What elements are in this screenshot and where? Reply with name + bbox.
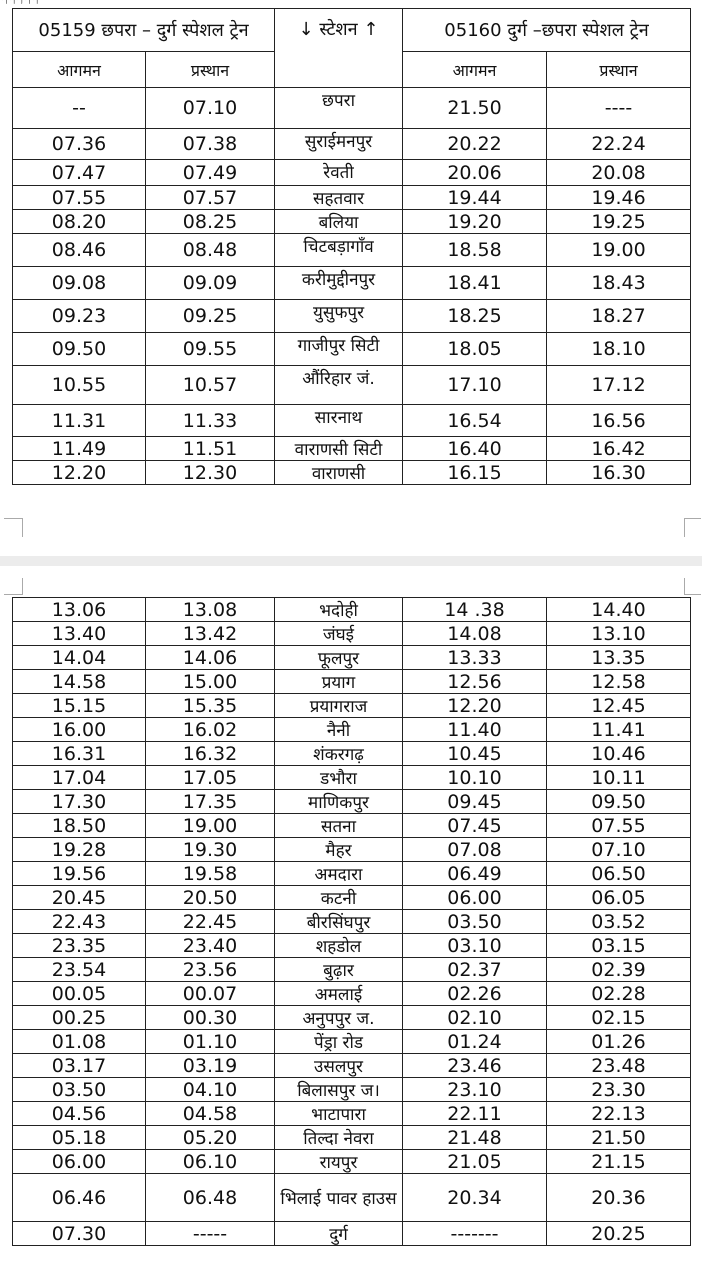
station-cell: दुर्ग (275, 1222, 403, 1246)
down-departure-cell: 04.58 (146, 1102, 275, 1126)
table-row (13, 1078, 691, 1102)
down-departure-cell: 05.20 (146, 1126, 275, 1150)
page-break (0, 556, 702, 566)
down-departure-cell: 04.10 (146, 1078, 275, 1102)
station-cell: वाराणसी सिटी (275, 437, 403, 461)
station-cell: औंरिहार जं. (275, 366, 403, 405)
down-departure-cell: 11.51 (146, 437, 275, 461)
up-departure-cell: 18.27 (547, 300, 691, 333)
up-arrival-cell: 19.44 (403, 186, 547, 210)
up-departure-cell: 22.13 (547, 1102, 691, 1126)
up-departure-cell: 23.48 (547, 1054, 691, 1078)
up-departure-cell: 20.25 (547, 1222, 691, 1246)
down-arrival-cell: 17.04 (13, 766, 146, 790)
up-arrival-cell: 19.20 (403, 210, 547, 234)
down-departure-cell: 13.42 (146, 622, 275, 646)
up-departure-cell: 19.46 (547, 186, 691, 210)
down-departure-cell: 07.49 (146, 160, 275, 186)
up-departure-cell: 10.46 (547, 742, 691, 766)
up-departure-cell: 20.08 (547, 160, 691, 186)
down-departure-cell: 08.48 (146, 234, 275, 267)
page-corner-mark (684, 578, 701, 595)
down-departure-cell: 22.45 (146, 910, 275, 934)
down-arrival-cell: 07.47 (13, 160, 146, 186)
table-row (13, 790, 691, 814)
down-departure-cell: 08.25 (146, 210, 275, 234)
station-cell: रायपुर (275, 1150, 403, 1174)
down-departure-cell: 16.02 (146, 718, 275, 742)
up-arrival-cell: 13.33 (403, 646, 547, 670)
down-departure-cell: 07.57 (146, 186, 275, 210)
station-cell: छपरा (275, 88, 403, 129)
up-arrival-cell: 21.48 (403, 1126, 547, 1150)
page-corner-mark (4, 578, 23, 595)
down-departure-cell: 12.30 (146, 461, 275, 485)
table-row (13, 267, 691, 300)
station-cell: मैहर (275, 838, 403, 862)
up-departure-cell: 16.56 (547, 405, 691, 437)
timetable-part-1-rows (13, 88, 691, 485)
down-arrival-cell: 16.00 (13, 718, 146, 742)
top-edge-mark: ㄱㄱㄱㄱㄱ (0, 0, 39, 6)
down-departure-cell: 15.00 (146, 670, 275, 694)
down-arrival-cell: 08.20 (13, 210, 146, 234)
table-row (13, 1054, 691, 1078)
up-arrival-header: आगमन (403, 52, 547, 88)
down-departure-cell: 07.10 (146, 88, 275, 129)
down-arrival-cell: 00.05 (13, 982, 146, 1006)
station-cell: पेंड्रा रोड (275, 1030, 403, 1054)
station-cell: सतना (275, 814, 403, 838)
table-row (13, 186, 691, 210)
down-departure-cell: ----- (146, 1222, 275, 1246)
page-corner-mark (684, 518, 701, 537)
table-row (13, 742, 691, 766)
down-arrival-cell: 18.50 (13, 814, 146, 838)
station-cell: जंघई (275, 622, 403, 646)
up-departure-cell: 17.12 (547, 366, 691, 405)
down-arrival-cell: 09.50 (13, 333, 146, 366)
down-departure-cell: 16.32 (146, 742, 275, 766)
table-row (13, 1222, 691, 1246)
down-arrival-header: आगमन (13, 52, 146, 88)
up-arrival-cell: 09.45 (403, 790, 547, 814)
up-arrival-cell: 02.26 (403, 982, 547, 1006)
table-row (13, 886, 691, 910)
down-arrival-cell: 06.46 (13, 1174, 146, 1222)
up-departure-cell: 19.25 (547, 210, 691, 234)
table-row (13, 766, 691, 790)
station-cell: बीरसिंघपुर (275, 910, 403, 934)
down-arrival-cell: 14.58 (13, 670, 146, 694)
station-cell: डभौरा (275, 766, 403, 790)
table-row (13, 622, 691, 646)
table-row (13, 333, 691, 366)
up-departure-cell: 21.15 (547, 1150, 691, 1174)
up-departure-cell: 23.30 (547, 1078, 691, 1102)
up-departure-cell: 12.45 (547, 694, 691, 718)
up-departure-cell: ---- (547, 88, 691, 129)
table-row (13, 88, 691, 129)
timetable-part-1 (12, 8, 691, 485)
up-arrival-cell: 10.10 (403, 766, 547, 790)
station-cell: उसलपुर (275, 1054, 403, 1078)
table-row (13, 129, 691, 160)
down-arrival-cell: 00.25 (13, 1006, 146, 1030)
station-cell: युसुफपुर (275, 300, 403, 333)
down-departure-cell: 06.48 (146, 1174, 275, 1222)
down-departure-cell: 14.06 (146, 646, 275, 670)
table-row (13, 1126, 691, 1150)
table-row (13, 405, 691, 437)
down-arrival-cell: 01.08 (13, 1030, 146, 1054)
station-cell: गाजीपुर सिटी (275, 333, 403, 366)
up-arrival-cell: 06.00 (403, 886, 547, 910)
down-arrival-cell: 07.30 (13, 1222, 146, 1246)
up-arrival-cell: 18.58 (403, 234, 547, 267)
down-departure-cell: 09.55 (146, 333, 275, 366)
station-cell: बलिया (275, 210, 403, 234)
up-arrival-cell: 07.45 (403, 814, 547, 838)
down-departure-cell: 10.57 (146, 366, 275, 405)
up-departure-cell: 02.15 (547, 1006, 691, 1030)
down-arrival-cell: 19.56 (13, 862, 146, 886)
station-cell: प्रयाग (275, 670, 403, 694)
up-departure-cell: 07.55 (547, 814, 691, 838)
station-cell: कटनी (275, 886, 403, 910)
up-arrival-cell: 03.10 (403, 934, 547, 958)
down-departure-cell: 09.09 (146, 267, 275, 300)
station-cell: तिल्दा नेवरा (275, 1126, 403, 1150)
down-arrival-cell: 10.55 (13, 366, 146, 405)
down-arrival-cell: 23.35 (13, 934, 146, 958)
up-departure-cell: 09.50 (547, 790, 691, 814)
up-departure-cell: 14.40 (547, 598, 691, 622)
up-departure-cell: 13.10 (547, 622, 691, 646)
table-row (13, 862, 691, 886)
table-row (13, 694, 691, 718)
down-departure-cell: 00.07 (146, 982, 275, 1006)
up-departure-cell: 11.41 (547, 718, 691, 742)
down-departure-cell: 13.08 (146, 598, 275, 622)
down-arrival-cell: 13.06 (13, 598, 146, 622)
station-cell: फूलपुर (275, 646, 403, 670)
station-cell: अनुपपुर ज. (275, 1006, 403, 1030)
down-arrival-cell: 14.04 (13, 646, 146, 670)
down-arrival-cell: 15.15 (13, 694, 146, 718)
up-arrival-cell: 20.34 (403, 1174, 547, 1222)
down-departure-cell: 01.10 (146, 1030, 275, 1054)
station-cell: शहडोल (275, 934, 403, 958)
up-departure-cell: 01.26 (547, 1030, 691, 1054)
table-row (13, 1150, 691, 1174)
table-row (13, 646, 691, 670)
down-departure-cell: 17.05 (146, 766, 275, 790)
up-departure-cell: 18.10 (547, 333, 691, 366)
up-arrival-cell: 18.25 (403, 300, 547, 333)
down-arrival-cell: 20.45 (13, 886, 146, 910)
station-cell: भिलाई पावर हाउस (275, 1174, 403, 1222)
up-arrival-cell: 16.40 (403, 437, 547, 461)
up-departure-cell: 12.58 (547, 670, 691, 694)
down-arrival-cell: 03.50 (13, 1078, 146, 1102)
down-departure-header: प्रस्थान (146, 52, 275, 88)
station-cell: अमलाई (275, 982, 403, 1006)
table-row (13, 234, 691, 267)
down-arrival-cell: 16.31 (13, 742, 146, 766)
up-arrival-cell: 03.50 (403, 910, 547, 934)
down-arrival-cell: -- (13, 88, 146, 129)
down-arrival-cell: 11.31 (13, 405, 146, 437)
table-row (13, 366, 691, 405)
down-arrival-cell: 13.40 (13, 622, 146, 646)
up-arrival-cell: 11.40 (403, 718, 547, 742)
up-arrival-cell: 10.45 (403, 742, 547, 766)
down-arrival-cell: 09.23 (13, 300, 146, 333)
table-row (13, 934, 691, 958)
table-row (13, 814, 691, 838)
table-row (13, 210, 691, 234)
up-arrival-cell: 17.10 (403, 366, 547, 405)
up-departure-cell: 07.10 (547, 838, 691, 862)
up-arrival-cell: 16.54 (403, 405, 547, 437)
down-arrival-cell: 03.17 (13, 1054, 146, 1078)
up-departure-cell: 03.52 (547, 910, 691, 934)
up-departure-cell: 20.36 (547, 1174, 691, 1222)
down-departure-cell: 07.38 (146, 129, 275, 160)
up-departure-cell: 02.39 (547, 958, 691, 982)
up-departure-cell: 13.35 (547, 646, 691, 670)
table-row (13, 718, 691, 742)
down-departure-cell: 19.30 (146, 838, 275, 862)
station-cell: सहतवार (275, 186, 403, 210)
station-cell: सुराईमनपुर (275, 129, 403, 160)
station-cell: रेवती (275, 160, 403, 186)
station-cell: भाटापारा (275, 1102, 403, 1126)
station-cell: प्रयागराज (275, 694, 403, 718)
up-train-header: 05160 दुर्ग –छपरा स्पेशल ट्रेन (403, 9, 691, 52)
down-arrival-cell: 17.30 (13, 790, 146, 814)
down-arrival-cell: 19.28 (13, 838, 146, 862)
up-arrival-cell: 18.05 (403, 333, 547, 366)
down-arrival-cell: 06.00 (13, 1150, 146, 1174)
down-departure-cell: 23.56 (146, 958, 275, 982)
timetable-part-2-rows (13, 598, 691, 1246)
down-departure-cell: 00.30 (146, 1006, 275, 1030)
station-cell: करीमुद्दीनपुर (275, 267, 403, 300)
up-departure-cell: 18.43 (547, 267, 691, 300)
down-departure-cell: 09.25 (146, 300, 275, 333)
down-arrival-cell: 22.43 (13, 910, 146, 934)
station-cell: बुढ़ार (275, 958, 403, 982)
down-departure-cell: 15.35 (146, 694, 275, 718)
up-arrival-cell: 01.24 (403, 1030, 547, 1054)
down-arrival-cell: 08.46 (13, 234, 146, 267)
table-row (13, 300, 691, 333)
table-row (13, 437, 691, 461)
down-departure-cell: 17.35 (146, 790, 275, 814)
up-arrival-cell: 16.15 (403, 461, 547, 485)
table-row (13, 1174, 691, 1222)
up-departure-cell: 06.50 (547, 862, 691, 886)
down-departure-cell: 11.33 (146, 405, 275, 437)
station-cell: बिलासपुर ज। (275, 1078, 403, 1102)
down-arrival-cell: 23.54 (13, 958, 146, 982)
up-arrival-cell: 02.37 (403, 958, 547, 982)
up-departure-cell: 10.11 (547, 766, 691, 790)
timetable-part-2 (12, 597, 691, 1246)
table-row (13, 1006, 691, 1030)
up-arrival-cell: 14 .38 (403, 598, 547, 622)
up-arrival-cell: 20.06 (403, 160, 547, 186)
up-departure-cell: 21.50 (547, 1126, 691, 1150)
table-row (13, 910, 691, 934)
down-arrival-cell: 09.08 (13, 267, 146, 300)
table-row (13, 670, 691, 694)
up-arrival-cell: 07.08 (403, 838, 547, 862)
down-arrival-cell: 07.36 (13, 129, 146, 160)
down-departure-cell: 20.50 (146, 886, 275, 910)
down-departure-cell: 23.40 (146, 934, 275, 958)
station-cell: माणिकपुर (275, 790, 403, 814)
up-arrival-cell: 12.20 (403, 694, 547, 718)
station-cell: वाराणसी (275, 461, 403, 485)
up-arrival-cell: 06.49 (403, 862, 547, 886)
table-row (13, 1102, 691, 1126)
station-cell: भदोही (275, 598, 403, 622)
table-row (13, 160, 691, 186)
down-arrival-cell: 04.56 (13, 1102, 146, 1126)
up-departure-header: प्रस्थान (547, 52, 691, 88)
up-departure-cell: 02.28 (547, 982, 691, 1006)
down-departure-cell: 19.00 (146, 814, 275, 838)
down-arrival-cell: 12.20 (13, 461, 146, 485)
station-cell: चिटबड़ागाँव (275, 234, 403, 267)
up-arrival-cell: 21.50 (403, 88, 547, 129)
up-departure-cell: 19.00 (547, 234, 691, 267)
up-departure-cell: 06.05 (547, 886, 691, 910)
up-arrival-cell: 02.10 (403, 1006, 547, 1030)
up-departure-cell: 22.24 (547, 129, 691, 160)
down-arrival-cell: 11.49 (13, 437, 146, 461)
up-arrival-cell: 18.41 (403, 267, 547, 300)
table-row (13, 1030, 691, 1054)
table-row (13, 958, 691, 982)
table-row (13, 598, 691, 622)
up-arrival-cell: 20.22 (403, 129, 547, 160)
station-cell: अमदारा (275, 862, 403, 886)
down-arrival-cell: 07.55 (13, 186, 146, 210)
down-train-header: 05159 छपरा – दुर्ग स्पेशल ट्रेन (13, 9, 275, 52)
down-arrival-cell: 05.18 (13, 1126, 146, 1150)
down-departure-cell: 06.10 (146, 1150, 275, 1174)
up-departure-cell: 03.15 (547, 934, 691, 958)
up-arrival-cell: 21.05 (403, 1150, 547, 1174)
station-cell: शंकरगढ़ (275, 742, 403, 766)
page-corner-mark (4, 518, 23, 537)
up-arrival-cell: 23.10 (403, 1078, 547, 1102)
table-row (13, 461, 691, 485)
table-row (13, 982, 691, 1006)
down-departure-cell: 03.19 (146, 1054, 275, 1078)
up-departure-cell: 16.30 (547, 461, 691, 485)
station-header: ↓ स्टेशन ↑ (275, 9, 403, 88)
station-cell: सारनाथ (275, 405, 403, 437)
up-arrival-cell: 23.46 (403, 1054, 547, 1078)
up-arrival-cell: ------- (403, 1222, 547, 1246)
up-arrival-cell: 22.11 (403, 1102, 547, 1126)
table-row (13, 838, 691, 862)
up-arrival-cell: 14.08 (403, 622, 547, 646)
down-departure-cell: 19.58 (146, 862, 275, 886)
station-cell: नैनी (275, 718, 403, 742)
up-departure-cell: 16.42 (547, 437, 691, 461)
up-arrival-cell: 12.56 (403, 670, 547, 694)
